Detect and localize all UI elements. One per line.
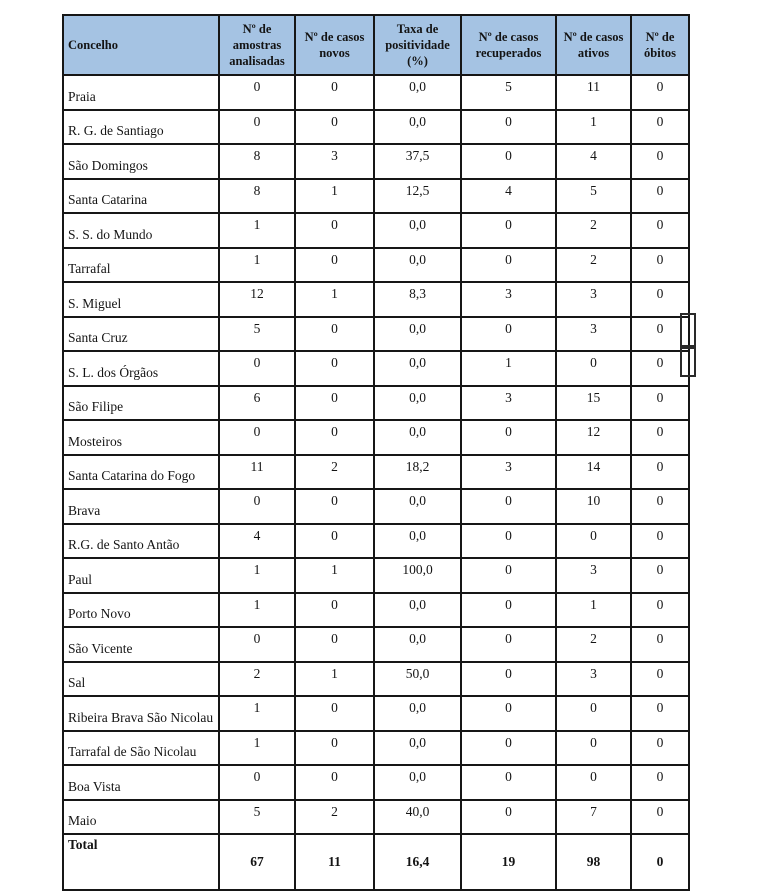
value-cell-obitos: 0 [631,179,689,214]
value-cell-amostras: 12 [219,282,295,317]
concelho-cell: S. Miguel [63,282,219,317]
value-cell-recuperados: 1 [461,351,556,386]
value-cell-amostras: 5 [219,317,295,352]
value-cell-amostras: 0 [219,75,295,110]
value-cell-taxa: 0,0 [374,524,461,559]
value-cell-ativos: 0 [556,351,631,386]
value-cell-ativos: 10 [556,489,631,524]
table-body [63,75,689,890]
value-cell-novos: 2 [295,455,374,490]
total-row [63,834,689,890]
column-header-obitos: Nº de óbitos [631,15,689,75]
value-cell-recuperados: 0 [461,317,556,352]
value-cell-amostras: 4 [219,524,295,559]
concelho-cell: Ribeira Brava São Nicolau [63,696,219,731]
table-header [63,15,689,75]
value-cell-obitos: 0 [631,351,689,386]
value-cell-amostras: 0 [219,627,295,662]
value-cell-obitos: 0 [631,627,689,662]
value-cell-ativos: 14 [556,455,631,490]
concelho-cell: Praia [63,75,219,110]
concelho-cell: S. L. dos Órgãos [63,351,219,386]
value-cell-ativos: 0 [556,696,631,731]
value-cell-obitos: 0 [631,662,689,697]
value-cell-ativos: 0 [556,765,631,800]
value-cell-taxa: 0,0 [374,248,461,283]
value-cell-recuperados: 0 [461,213,556,248]
value-cell-amostras: 1 [219,593,295,628]
concelho-cell: São Vicente [63,627,219,662]
value-cell-novos: 0 [295,696,374,731]
table-row [63,800,689,835]
concelho-cell: Sal [63,662,219,697]
value-cell-recuperados: 0 [461,144,556,179]
value-cell-recuperados: 0 [461,248,556,283]
table-row [63,110,689,145]
value-cell-ativos: 98 [556,834,631,890]
table-row [63,524,689,559]
table-row [63,282,689,317]
value-cell-novos: 1 [295,558,374,593]
value-cell-obitos: 0 [631,696,689,731]
value-cell-amostras: 1 [219,558,295,593]
concelho-cell: Boa Vista [63,765,219,800]
value-cell-taxa: 0,0 [374,593,461,628]
value-cell-obitos: 0 [631,282,689,317]
table-row [63,420,689,455]
value-cell-ativos: 5 [556,179,631,214]
table-row [63,179,689,214]
value-cell-amostras: 8 [219,179,295,214]
value-cell-recuperados: 0 [461,627,556,662]
value-cell-taxa: 0,0 [374,317,461,352]
value-cell-recuperados: 19 [461,834,556,890]
value-cell-recuperados: 3 [461,455,556,490]
value-cell-ativos: 2 [556,248,631,283]
value-cell-recuperados: 0 [461,558,556,593]
value-cell-novos: 0 [295,420,374,455]
margin-stray-mark-bottom [680,347,696,377]
value-cell-taxa: 0,0 [374,765,461,800]
value-cell-ativos: 2 [556,627,631,662]
concelho-cell: São Domingos [63,144,219,179]
concelho-cell: S. S. do Mundo [63,213,219,248]
value-cell-recuperados: 0 [461,110,556,145]
value-cell-obitos: 0 [631,386,689,421]
value-cell-novos: 11 [295,834,374,890]
value-cell-novos: 0 [295,489,374,524]
value-cell-recuperados: 0 [461,731,556,766]
value-cell-ativos: 15 [556,386,631,421]
value-cell-obitos: 0 [631,524,689,559]
table-row [63,213,689,248]
value-cell-amostras: 0 [219,420,295,455]
value-cell-novos: 1 [295,282,374,317]
value-cell-amostras: 8 [219,144,295,179]
value-cell-obitos: 0 [631,834,689,890]
table-row [63,455,689,490]
value-cell-amostras: 2 [219,662,295,697]
value-cell-recuperados: 0 [461,800,556,835]
value-cell-novos: 1 [295,662,374,697]
column-header-taxa: Taxa de positividade (%) [374,15,461,75]
column-header-recuperados: Nº de casos recuperados [461,15,556,75]
value-cell-amostras: 1 [219,213,295,248]
value-cell-obitos: 0 [631,213,689,248]
value-cell-ativos: 3 [556,558,631,593]
value-cell-obitos: 0 [631,593,689,628]
value-cell-amostras: 5 [219,800,295,835]
value-cell-taxa: 0,0 [374,489,461,524]
value-cell-ativos: 4 [556,144,631,179]
table-row [63,696,689,731]
value-cell-taxa: 16,4 [374,834,461,890]
table-row [63,731,689,766]
value-cell-obitos: 0 [631,75,689,110]
value-cell-amostras: 0 [219,765,295,800]
concelho-cell: Porto Novo [63,593,219,628]
value-cell-obitos: 0 [631,420,689,455]
value-cell-taxa: 0,0 [374,420,461,455]
value-cell-amostras: 0 [219,351,295,386]
value-cell-obitos: 0 [631,731,689,766]
table-row [63,317,689,352]
value-cell-novos: 0 [295,386,374,421]
table-row [63,351,689,386]
value-cell-taxa: 0,0 [374,627,461,662]
concelho-cell: Tarrafal [63,248,219,283]
table-row [63,248,689,283]
table-row [63,662,689,697]
value-cell-obitos: 0 [631,110,689,145]
column-header-novos: Nº de casos novos [295,15,374,75]
concelho-cell: R.G. de Santo Antão [63,524,219,559]
concelho-cell: Mosteiros [63,420,219,455]
value-cell-obitos: 0 [631,489,689,524]
column-header-concelho: Concelho [63,15,219,75]
value-cell-ativos: 2 [556,213,631,248]
value-cell-recuperados: 5 [461,75,556,110]
value-cell-ativos: 0 [556,731,631,766]
value-cell-taxa: 0,0 [374,351,461,386]
table-row [63,75,689,110]
value-cell-novos: 3 [295,144,374,179]
value-cell-ativos: 3 [556,282,631,317]
concelho-cell: São Filipe [63,386,219,421]
value-cell-recuperados: 0 [461,489,556,524]
table-row [63,489,689,524]
value-cell-taxa: 0,0 [374,696,461,731]
margin-stray-mark-top [680,313,696,347]
value-cell-ativos: 7 [556,800,631,835]
value-cell-taxa: 0,0 [374,75,461,110]
value-cell-ativos: 0 [556,524,631,559]
value-cell-taxa: 40,0 [374,800,461,835]
value-cell-amostras: 67 [219,834,295,890]
concelho-cell: Santa Catarina [63,179,219,214]
value-cell-recuperados: 0 [461,696,556,731]
value-cell-taxa: 0,0 [374,213,461,248]
value-cell-taxa: 37,5 [374,144,461,179]
value-cell-recuperados: 3 [461,282,556,317]
value-cell-novos: 0 [295,317,374,352]
value-cell-taxa: 100,0 [374,558,461,593]
value-cell-ativos: 1 [556,110,631,145]
value-cell-taxa: 0,0 [374,110,461,145]
value-cell-ativos: 3 [556,662,631,697]
value-cell-amostras: 1 [219,696,295,731]
value-cell-taxa: 18,2 [374,455,461,490]
value-cell-novos: 2 [295,800,374,835]
concelho-cell: Santa Catarina do Fogo [63,455,219,490]
value-cell-novos: 0 [295,593,374,628]
value-cell-novos: 0 [295,765,374,800]
value-cell-novos: 0 [295,75,374,110]
value-cell-obitos: 0 [631,144,689,179]
value-cell-novos: 0 [295,248,374,283]
concelho-cell: Santa Cruz [63,317,219,352]
table-row [63,627,689,662]
value-cell-taxa: 50,0 [374,662,461,697]
value-cell-amostras: 1 [219,731,295,766]
column-header-amostras: Nº de amostras analisadas [219,15,295,75]
value-cell-ativos: 11 [556,75,631,110]
table-header-row [63,15,689,75]
value-cell-recuperados: 0 [461,420,556,455]
value-cell-taxa: 0,0 [374,731,461,766]
column-header-ativos: Nº de casos ativos [556,15,631,75]
value-cell-taxa: 12,5 [374,179,461,214]
value-cell-recuperados: 3 [461,386,556,421]
value-cell-taxa: 0,0 [374,386,461,421]
value-cell-novos: 0 [295,627,374,662]
table-row [63,593,689,628]
value-cell-amostras: 11 [219,455,295,490]
value-cell-novos: 1 [295,179,374,214]
table-row [63,386,689,421]
value-cell-obitos: 0 [631,248,689,283]
value-cell-obitos: 0 [631,765,689,800]
concelho-cell: Tarrafal de São Nicolau [63,731,219,766]
value-cell-obitos: 0 [631,317,689,352]
value-cell-recuperados: 0 [461,593,556,628]
value-cell-novos: 0 [295,213,374,248]
concelho-cell: Maio [63,800,219,835]
total-label-cell: Total [63,834,219,890]
concelho-cell: R. G. de Santiago [63,110,219,145]
value-cell-ativos: 12 [556,420,631,455]
value-cell-novos: 0 [295,524,374,559]
value-cell-obitos: 0 [631,455,689,490]
value-cell-obitos: 0 [631,558,689,593]
value-cell-recuperados: 0 [461,524,556,559]
value-cell-obitos: 0 [631,800,689,835]
table-row [63,765,689,800]
value-cell-recuperados: 0 [461,765,556,800]
value-cell-novos: 0 [295,731,374,766]
value-cell-taxa: 8,3 [374,282,461,317]
value-cell-ativos: 3 [556,317,631,352]
value-cell-recuperados: 4 [461,179,556,214]
value-cell-ativos: 1 [556,593,631,628]
value-cell-amostras: 0 [219,110,295,145]
concelho-cell: Brava [63,489,219,524]
table-row [63,144,689,179]
value-cell-amostras: 6 [219,386,295,421]
value-cell-amostras: 1 [219,248,295,283]
value-cell-novos: 0 [295,351,374,386]
concelho-cell: Paul [63,558,219,593]
value-cell-novos: 0 [295,110,374,145]
value-cell-amostras: 0 [219,489,295,524]
value-cell-recuperados: 0 [461,662,556,697]
table-row [63,558,689,593]
covid-municipality-table [62,14,690,891]
